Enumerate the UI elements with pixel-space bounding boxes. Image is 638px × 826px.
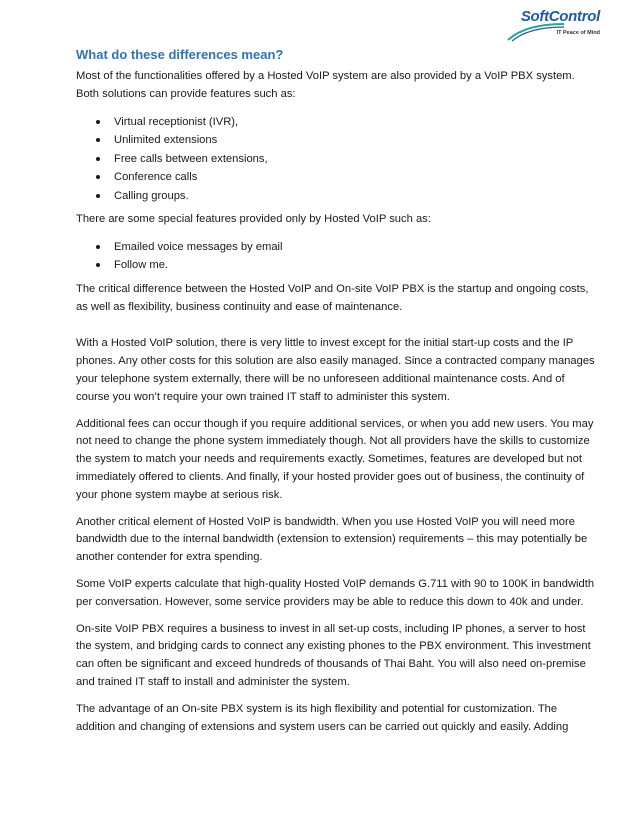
list-item: Virtual receptionist (IVR), bbox=[114, 113, 596, 132]
paragraph-onsite-pbx: On-site VoIP PBX requires a business to invest in all set-up costs, including IP phones, a server to host the system, and bridging cards to connect any existing phones to the PBX environment. This investment can often be significant and exceed hundreds of thousands of Thai Baht. You will also need on-premise and trained IT staff to install and administer the system. bbox=[76, 622, 591, 689]
list-item: Emailed voice messages by email bbox=[114, 238, 596, 257]
feature-list-hosted bbox=[76, 238, 596, 275]
company-logo bbox=[510, 8, 600, 42]
feature-list-common bbox=[76, 113, 596, 206]
paragraph-additional-fees: Additional fees can occur though if you require additional services, or when you add new users. You may not need to change the phone system immediately though. Not all providers have the skills to customize the system to match your needs and requirements exactly. Sometimes, features are developed but not immediately offered to clients. And finally, if your hosted provider goes out of business, the continuity of your phone system maybe at serious risk. bbox=[76, 417, 594, 501]
paragraph-special-features: There are some special features provided only by Hosted VoIP such as: bbox=[76, 213, 431, 226]
list-item: Follow me. bbox=[114, 256, 596, 275]
list-item: Calling groups. bbox=[114, 187, 596, 206]
logo-tagline: IT Peace of Mind bbox=[556, 30, 600, 36]
list-item: Conference calls bbox=[114, 168, 596, 187]
section-heading: What do these differences mean? bbox=[76, 47, 284, 62]
paragraph-intro: Most of the functionalities offered by a Hosted VoIP system are also provided by a VoIP PBX system. Both solutions can provide features such as: bbox=[76, 70, 575, 100]
paragraph-voip-experts: Some VoIP experts calculate that high-quality Hosted VoIP demands G.711 with 90 to 100K in bandwidth per conversation. However, some service providers may be able to reduce this down to 40k and under. bbox=[76, 578, 595, 608]
paragraph-hosted-costs: With a Hosted VoIP solution, there is very little to invest except for the initial start-up costs and the IP phones. Any other costs for this solution are also easily managed. Since a contracted company manages your telephone system externally, there will be no unforeseen additional maintenance costs. And of course you won’t require your own trained IT staff to administer this system. bbox=[76, 337, 595, 403]
paragraph-critical-difference: The critical difference between the Hosted VoIP and On-site VoIP PBX is the startup and ongoing costs, as well as flexibility, business continuity and ease of maintenance. bbox=[76, 282, 589, 313]
logo-name: SoftControl bbox=[520, 8, 600, 25]
paragraph-bandwidth: Another critical element of Hosted VoIP is bandwidth. When you use Hosted VoIP you will need more bandwidth due to the internal bandwidth (extension to extension) requirements – this may potentially be another contender for extra spending. bbox=[76, 515, 588, 564]
list-item: Unlimited extensions bbox=[114, 131, 596, 150]
paragraph-onsite-advantage: The advantage of an On-site PBX system is its high flexibility and potential for customization. The addition and changing of extensions and system users can be carried out quickly and easily. Adding bbox=[76, 702, 569, 733]
document-body bbox=[76, 46, 596, 745]
list-item: Free calls between extensions, bbox=[114, 150, 596, 169]
